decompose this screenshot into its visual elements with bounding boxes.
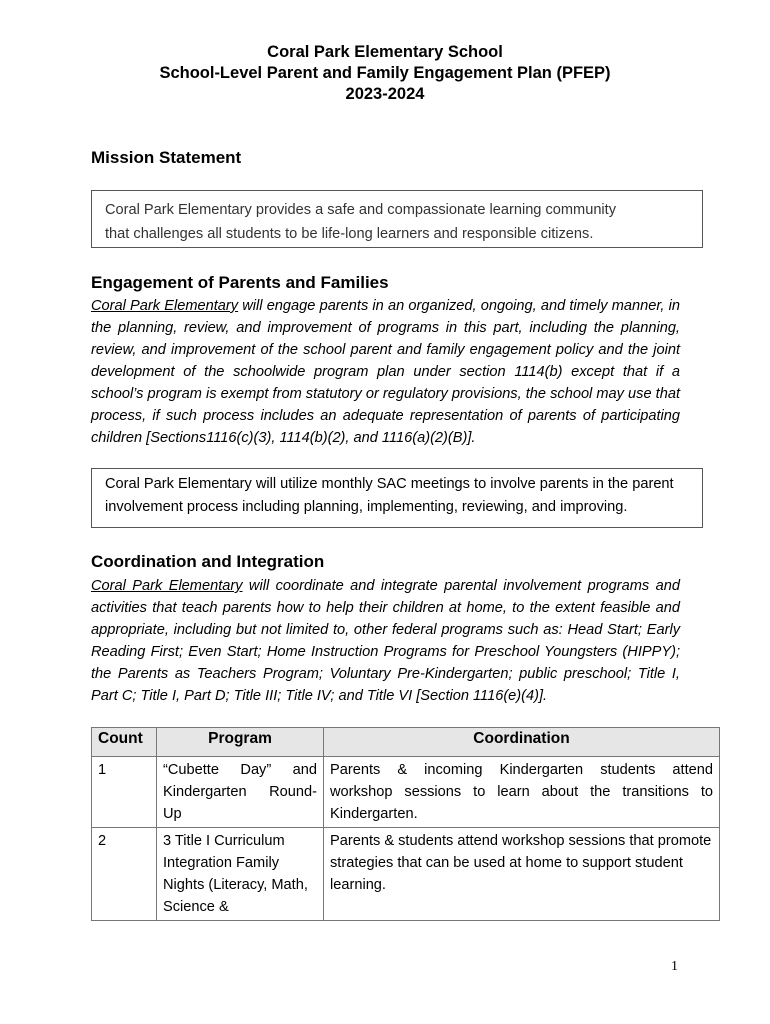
mission-heading: Mission Statement bbox=[91, 148, 242, 167]
header-program: Program bbox=[157, 728, 324, 757]
row-count: 1 bbox=[92, 757, 157, 828]
engagement-body: will engage parents in an organized, ongoing, and timely manner, in the planning, review, and improvement of programs in this part, including the planning, review, and improvement of the school parent and family engagement policy and the joint development of the schoolwide program plan under section 1114(b) except that if a school’s program is exempt from statutory or regulatory provisions, the school may use that process, if such process includes an adequate representation of parents of participating children [Sections1116(c)(3), 1114(b)(2), and 1116(a)(2)(B)]. bbox=[91, 298, 680, 446]
school-title: Coral Park Elementary School bbox=[267, 43, 503, 61]
plan-title: School-Level Parent and Family Engagement Plan (PFEP) bbox=[159, 64, 611, 82]
engagement-school-name: Coral Park Elementary bbox=[91, 298, 239, 314]
mission-box bbox=[91, 190, 703, 248]
programs-table bbox=[91, 727, 720, 921]
row-coordination: Parents & students attend workshop sessions that promote strategies that can be used at home to support student learning. bbox=[324, 828, 720, 921]
header-coordination: Coordination bbox=[324, 728, 720, 757]
header-count: Count bbox=[92, 728, 157, 757]
page-number: 1 bbox=[671, 959, 678, 974]
coordination-paragraph bbox=[91, 575, 680, 707]
engagement-box-text: Coral Park Elementary will utilize monthly SAC meetings to involve parents in the parent involvement process including planning, implementing, reviewing, and improving. bbox=[105, 476, 674, 515]
engagement-heading: Engagement of Parents and Families bbox=[91, 273, 389, 292]
row-program: 3 Title I Curriculum Integration Family Nights (Literacy, Math, Science & bbox=[157, 828, 324, 921]
mission-line-2: that challenges all students to be life-long learners and responsible citizens. bbox=[105, 226, 594, 242]
table-row bbox=[92, 828, 720, 921]
table-row bbox=[92, 757, 720, 828]
coordination-body: will coordinate and integrate parental involvement programs and activities that teach parents how to help their children at home, to the extent feasible and appropriate, including but not limited to, other federal programs such as: Head Start; Early Reading First; Even Start; Home Instruction Programs for Preschool Youngsters (HIPPY); the Parents as Teachers Program; Voluntary Pre-Kindergarten; public preschool; Title I, Part C; Title I, Part D; Title III; Title IV; and Title VI [Section 1116(e)(4)]. bbox=[91, 578, 680, 704]
row-program: “Cubette Day” and Kindergarten Round-Up bbox=[157, 757, 324, 828]
mission-line-1: Coral Park Elementary provides a safe and compassionate learning community bbox=[105, 202, 617, 218]
coordination-heading: Coordination and Integration bbox=[91, 552, 325, 571]
coordination-school-name: Coral Park Elementary bbox=[91, 578, 243, 594]
row-count: 2 bbox=[92, 828, 157, 921]
row-coordination: Parents & incoming Kindergarten students attend workshop sessions to learn about the transitions to Kindergarten. bbox=[324, 757, 720, 828]
engagement-box bbox=[91, 468, 703, 528]
engagement-paragraph bbox=[91, 295, 680, 449]
school-year: 2023-2024 bbox=[345, 85, 425, 103]
table-header-row bbox=[92, 728, 720, 757]
document-header bbox=[0, 42, 770, 105]
